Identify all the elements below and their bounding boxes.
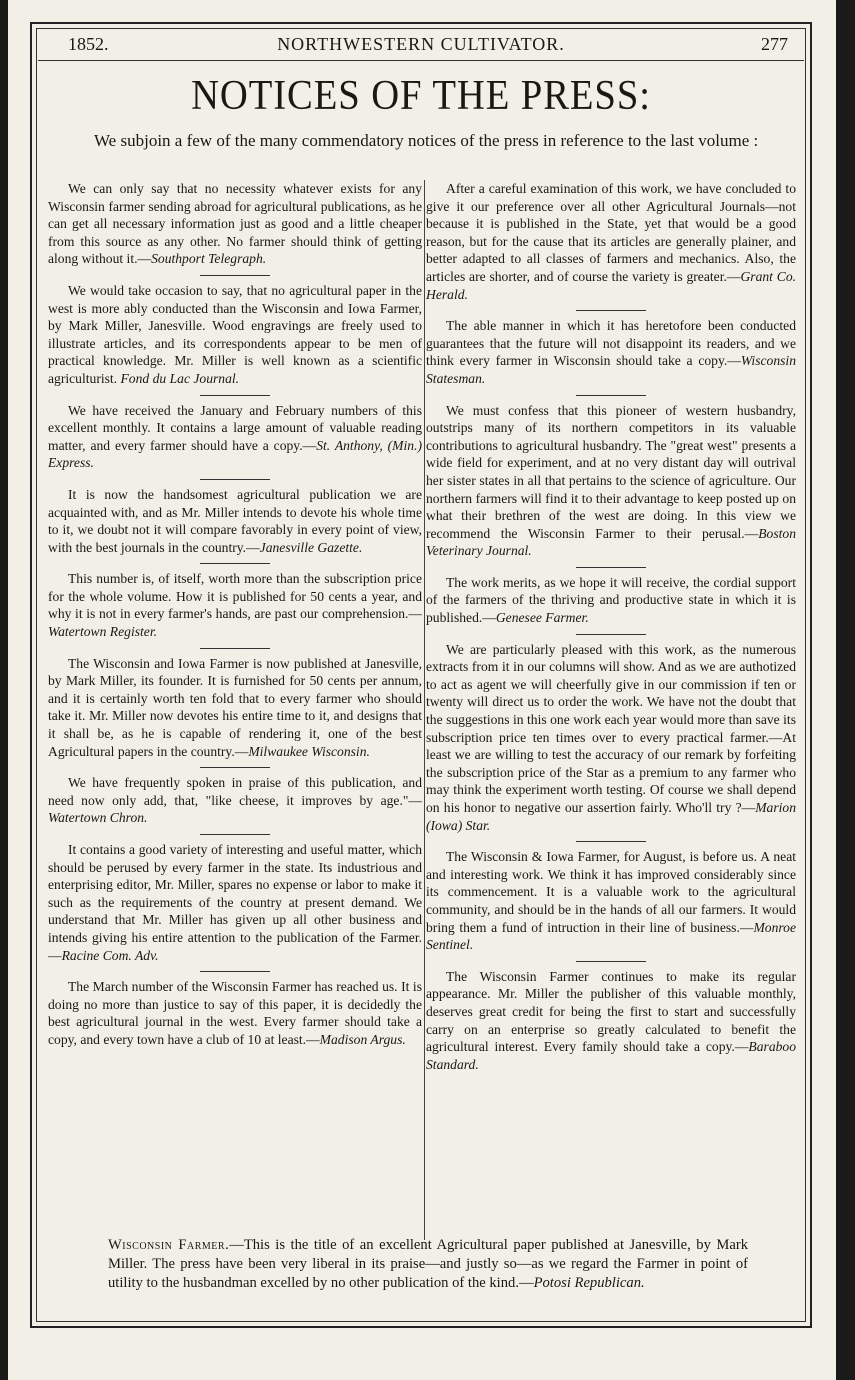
notice-text: We are particularly pleased with this work, as the numerous extracts from it in our columns will show. And as we are authotized to act as agent we will cheerfully give in our commission if ten or twenty will direct us to order the work. We have not the doubt that the suggestions in this one work each year would more than save its subscription price ten times over to every practical farmer.—At least we are willing to test the accuracy of our remark by forfeiting the subscription price of the Star as a premium to any farmer who may think the experiment worth testing. Of course we shall depend on his honor to negative our assertion fairly. Who'll try ?— bbox=[426, 641, 796, 815]
page-title: NOTICES OF THE PRESS: bbox=[191, 73, 651, 119]
notice-separator bbox=[200, 971, 270, 972]
bottom-notice-text: —This is the title of an excellent Agricultural paper published at Janesville, by Mark Miller. The press have been very liberal in its praise—and justly so—as we regard the Farmer in point of utility to the husbandman excelled by no other publication of the kind.— bbox=[108, 1237, 749, 1291]
notice-source: Janesville Gazette. bbox=[259, 539, 363, 555]
notice-source: Monroe Sentinel. bbox=[426, 919, 796, 953]
notice-text: The Wisconsin & Iowa Farmer, for August, is before us. A neat and interesting work. We think it has improved considerably since its commencement. It is a valuable work to the agricultural community, and should be in the hands of all our farmers. It would bring them a fund of intruction in their line of business.— bbox=[426, 849, 796, 935]
notice-text: This number is, of itself, worth more than the subscription price for the whole volume. How it is published for 50 cents a year, and why it is not in every farmer's hands, are past our comprehension.— bbox=[48, 571, 422, 622]
notice-text: The Wisconsin Farmer continues to make its regular appearance. Mr. Miller the publisher of this valuable monthly, deserves great credit for being the first to start and successfully carry on an enterprise so greatly calculated to benefit the agricultural interest. Every family should take a copy.— bbox=[426, 968, 796, 1055]
header-year: 1852. bbox=[68, 34, 109, 54]
notice-text: After a careful examination of this work, we have concluded to give it our preference over all other Agricultural Journals—not because it is published in the State, yet that would be a good reason, but for the cause that its articles are generally plainer, and better adapted to all classes of farmers and mechanics. Also, the articles are shorter, and of course the variety is greater.— bbox=[426, 181, 796, 284]
press-notice bbox=[48, 486, 422, 556]
notice-source: Wisconsin Statesman. bbox=[426, 353, 796, 386]
press-notice bbox=[426, 848, 796, 954]
notice-source: Genesee Farmer. bbox=[495, 610, 589, 626]
notice-text: We can only say that no necessity whatever exists for any Wisconsin farmer sending abroad for agricultural publications, as he can get all necessary information just as good and a little cheaper from this source as any other. No farmer should think of getting along without it.— bbox=[48, 181, 422, 267]
press-notice bbox=[48, 570, 422, 640]
notice-separator bbox=[200, 563, 270, 564]
notice-text: We must confess that this pioneer of western husbandry, outstrips many of its northern competitors in its valuable contributions to agricultural husbandry. The "great west" presents a wide field for experiment, and at no very distant day will outrival her sister states in all that pertains to the science of agriculture. Our northern farmers will find it to their advantage to keep posted up on what their brethren of the west are doing. In this view we recommend the Wisconsin Farmer to their perusal.— bbox=[426, 402, 796, 541]
bottom-notice bbox=[108, 1236, 748, 1293]
notice-source: Fond du Lac Journal. bbox=[120, 370, 240, 386]
notice-source: St. Anthony, (Min.) Express. bbox=[48, 437, 422, 471]
notice-text: We have frequently spoken in praise of this publication, and need now only add, that, "like cheese, it improves by age."— bbox=[48, 775, 422, 808]
notice-text: It is now the handsomest agricultural publication we are acquainted with, and as Mr. Miller intends to devote his whole time to it, we doubt not it will compare favorably in every point of view, with the best journals in the country.— bbox=[48, 486, 422, 555]
press-notice bbox=[426, 180, 796, 303]
notice-separator bbox=[576, 310, 646, 311]
notice-source: Milwaukee Wisconsin. bbox=[248, 743, 370, 759]
notice-source: Watertown Chron. bbox=[48, 810, 148, 826]
notice-separator bbox=[200, 648, 270, 649]
intro-paragraph: We subjoin a few of the many commendatory notices of the press in reference to the last volume : bbox=[94, 131, 759, 150]
bottom-notice-source: Potosi Republican. bbox=[533, 1275, 645, 1291]
notice-text: The work merits, as we hope it will receive, the cordial support of the farmers of the thriving and productive state in which it is published.— bbox=[426, 574, 796, 626]
press-notice bbox=[48, 180, 422, 268]
notice-separator bbox=[576, 961, 646, 962]
press-notice bbox=[48, 841, 422, 964]
left-column bbox=[48, 180, 422, 1056]
notice-separator bbox=[576, 841, 646, 842]
bottom-notice-lead: Wisconsin Farmer. bbox=[108, 1237, 230, 1253]
notice-source: Baraboo Standard. bbox=[426, 1039, 796, 1072]
notice-text: The March number of the Wisconsin Farmer has reached us. It is doing no more than justice to say of this paper, it is decidedly the best agricultural journal in the west. Every farmer should take a copy, and every town have a club of 10 at least.— bbox=[48, 979, 422, 1047]
header-page-number: 277 bbox=[761, 34, 788, 54]
notice-text: It contains a good variety of interesting and useful matter, which should be perused by every farmer in the state. Its industrious and enterprising editor, Mr. Miller, spares no expense or labor to make it such as the requirements of the country at present demand. We understand that Mr. Miller has given up all other business and intends giving his entire attention to the publication of the Farmer.— bbox=[48, 842, 422, 963]
press-notice bbox=[48, 402, 422, 472]
notice-text: The Wisconsin and Iowa Farmer is now published at Janesville, by Mark Miller, its founder. It is furnished for 50 cents per annum, and it is certainly worth ten fold that to every farmer who should take it. Mr. Miller now devotes his entire time to it, and designs that it shall be, as he is capable of rendering it, one of the best Agricultural papers in the country.— bbox=[48, 655, 422, 759]
notice-source: Grant Co. Herald. bbox=[426, 268, 797, 302]
notice-source: Southport Telegraph. bbox=[151, 251, 267, 267]
notice-text: We would take occasion to say, that no agricultural paper in the west is more ably conducted than the Wisconsin and Iowa Farmer, by Mark Miller, Janesville. Wood engravings are freely used to illustrate articles, and its correspondents appear to be men of practical knowledge. Mr. Miller is well known as a scientific agriculturist. bbox=[48, 282, 422, 386]
right-column bbox=[426, 180, 796, 1080]
notice-source: Marion (Iowa) Star. bbox=[426, 800, 796, 833]
press-notice bbox=[426, 641, 796, 835]
press-notice bbox=[426, 574, 796, 627]
notice-separator bbox=[576, 567, 646, 568]
press-notice bbox=[48, 978, 422, 1048]
press-notice bbox=[48, 774, 422, 827]
column-divider bbox=[424, 180, 425, 1240]
press-notice bbox=[426, 317, 796, 387]
notice-text: The able manner in which it has heretofore been conducted guarantees that the future will not disappoint its readers, and we think every farmer in Wisconsin should take a copy.— bbox=[426, 318, 796, 369]
notice-separator bbox=[576, 634, 646, 635]
press-notice bbox=[48, 655, 422, 761]
notice-separator bbox=[576, 395, 646, 396]
notice-text: We have received the January and February numbers of this excellent monthly. It contains a large amount of valuable reading matter, and every farmer should have a copy.— bbox=[48, 402, 422, 453]
notice-separator bbox=[200, 275, 270, 276]
notice-separator bbox=[200, 834, 270, 835]
notice-separator bbox=[200, 395, 270, 396]
notice-separator bbox=[200, 767, 270, 768]
notice-source: Madison Argus. bbox=[319, 1031, 406, 1047]
press-notice bbox=[426, 968, 796, 1074]
press-notice bbox=[48, 282, 422, 388]
notice-source: Watertown Register. bbox=[48, 624, 158, 640]
running-header bbox=[52, 32, 790, 60]
newspaper-page bbox=[8, 0, 836, 1380]
header-rule bbox=[38, 60, 804, 61]
notice-source: Racine Com. Adv. bbox=[61, 947, 159, 963]
header-journal-title: NORTHWESTERN CULTIVATOR. bbox=[277, 34, 565, 54]
notice-separator bbox=[200, 479, 270, 480]
notice-source: Boston Veterinary Journal. bbox=[426, 525, 796, 559]
press-notice bbox=[426, 402, 796, 560]
